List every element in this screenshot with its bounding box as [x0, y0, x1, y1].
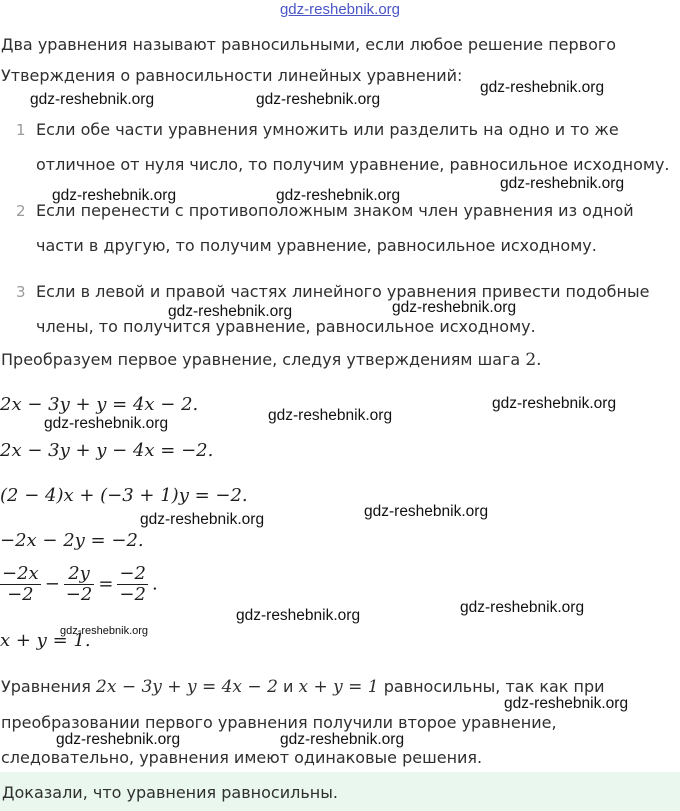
- fraction-3: $\frac{-2}{-2}$: [119, 563, 146, 605]
- watermark: gdz-reshebnik.org: [168, 303, 293, 320]
- equation-6: x + y = 1.: [0, 630, 91, 651]
- list-item-1-line2: отличное от нуля число, то получим уравнение, равносильное исходному.: [36, 155, 670, 174]
- list-item-3-line1: Если в левой и правой частях линейного уравнения привести подобные: [36, 282, 650, 301]
- equation-2: 2x − 3y + y − 4x = −2.: [0, 440, 214, 461]
- watermark: gdz-reshebnik.org: [52, 187, 177, 204]
- equation-5-fractions: $\frac{-2x}{-2}$ − $\frac{2y}{-2}$ = $\frac{-2}{-2}$ .: [2, 563, 158, 605]
- list-item-3-line2: члены, то получится уравнение, равносильное исходному.: [36, 317, 536, 336]
- final-line-3: следовательно, уравнения имеют одинаковые решения.: [1, 748, 483, 767]
- equation-1: 2x − 3y + y = 4x − 2.: [0, 394, 199, 415]
- watermark: gdz-reshebnik.org: [276, 187, 401, 204]
- equation-3: (2 − 4)x + (−3 + 1)y = −2.: [0, 485, 248, 506]
- transform-text: Преобразуем первое уравнение, следуя утверждениям шага 2.: [1, 350, 542, 370]
- intro-text: Два уравнения называют равносильными, если любое решение первого: [1, 35, 617, 54]
- list-item-2-line2: части в другую, то получим уравнение, равносильное исходному.: [36, 236, 597, 255]
- watermark: gdz-reshebnik.org: [44, 415, 169, 432]
- list-number-2: 2: [16, 202, 26, 220]
- watermark: gdz-reshebnik.org: [492, 395, 617, 412]
- fraction-1: $\frac{-2x}{-2}$: [2, 563, 39, 605]
- list-item-1-line1: Если обе части уравнения умножить или разделить на одно и то же: [36, 120, 619, 139]
- watermark: gdz-reshebnik.org: [280, 731, 405, 748]
- watermark: gdz-reshebnik.org: [140, 511, 265, 528]
- watermark: gdz-reshebnik.org: [30, 91, 155, 108]
- watermark: gdz-reshebnik.org: [504, 695, 629, 712]
- list-number-1: 1: [16, 121, 26, 139]
- final-line-2: преобразовании первого уравнения получили второе уравнение,: [1, 713, 557, 732]
- conclusion-banner: [0, 772, 680, 811]
- list-number-3: 3: [16, 283, 26, 301]
- list-item-2-line1: Если перенести с противоположным знаком член уравнения из одной: [36, 201, 634, 220]
- fraction-2: $\frac{2y}{-2}$: [65, 563, 93, 605]
- watermark: gdz-reshebnik.org: [392, 299, 517, 316]
- watermark: gdz-reshebnik.org: [56, 731, 181, 748]
- watermark: gdz-reshebnik.org: [236, 607, 361, 624]
- watermark: gdz-reshebnik.org: [60, 625, 149, 637]
- watermark: gdz-reshebnik.org: [364, 503, 489, 520]
- watermark: gdz-reshebnik.org: [460, 599, 585, 616]
- watermark: gdz-reshebnik.org: [268, 407, 393, 424]
- watermark: gdz-reshebnik.org: [480, 79, 605, 96]
- watermark: gdz-reshebnik.org: [500, 175, 625, 192]
- statements-title: Утверждения о равносильности линейных уравнений:: [1, 66, 463, 85]
- site-link-top[interactable]: gdz-reshebnik.org: [279, 1, 401, 18]
- final-line-1: Уравнения 2x − 3y + y = 4x − 2 и x + y = 1 равносильны, так как при: [1, 677, 605, 697]
- equation-4: −2x − 2y = −2.: [0, 530, 144, 551]
- conclusion-text: Доказали, что уравнения равносильны.: [2, 783, 338, 802]
- watermark: gdz-reshebnik.org: [256, 91, 381, 108]
